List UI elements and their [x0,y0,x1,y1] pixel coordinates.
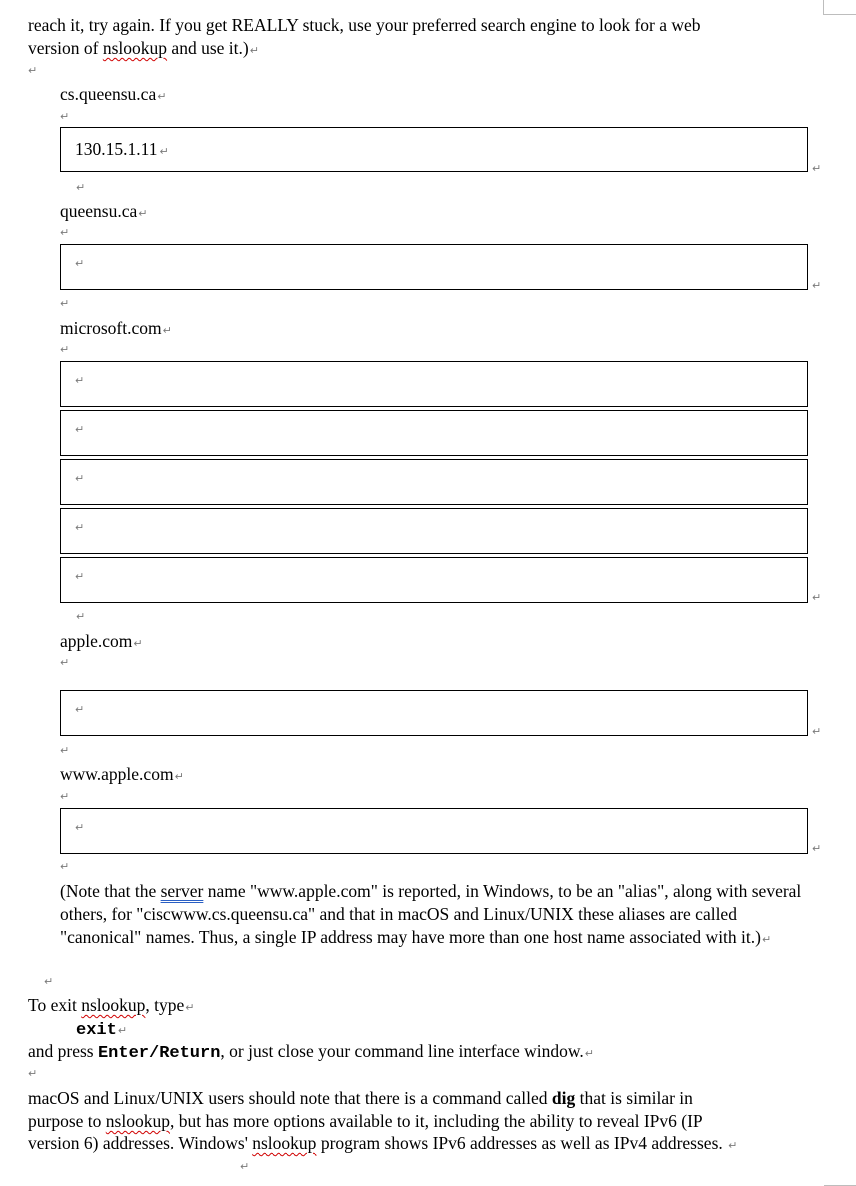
enter-return-keys: Enter/Return [97,1044,221,1063]
answer-box-microsoft-1[interactable] [60,361,808,407]
row-end-mark: ↵ [812,842,822,855]
paragraph-mark: ↵ [60,343,70,356]
empty-cell-mark: ↵ [75,821,85,834]
paragraph-mark: ↵ [60,110,70,123]
paragraph-mark: ↵ [60,860,70,873]
query-label-queensu: queensu.ca↵ [60,201,148,221]
paragraph-mark: ↵ [60,226,70,239]
row-end-mark: ↵ [812,725,822,738]
empty-cell-mark: ↵ [75,423,85,436]
query-label-cs-queensu: cs.queensu.ca↵ [60,84,167,104]
query-label-apple: apple.com↵ [60,631,143,651]
spell-flag-nslookup: nslookup [102,38,168,58]
row-end-mark: ↵ [812,279,822,292]
empty-cell-mark: ↵ [75,570,85,583]
dig-command: dig [551,1088,576,1108]
empty-cell-mark: ↵ [75,374,85,387]
spell-flag-nslookup: nslookup [252,1133,317,1153]
answer-box-www-apple-1[interactable] [60,808,808,854]
row-end-mark: ↵ [812,162,822,175]
paragraph-mark: ↵ [28,64,38,77]
row-end-mark: ↵ [812,591,822,604]
answer-box-cs-queensu-1[interactable] [60,127,808,172]
answer-box-apple-1[interactable] [60,690,808,736]
spell-flag-nslookup: nslookup [105,1111,170,1131]
answer-box-microsoft-5[interactable] [60,557,808,603]
answer-box-queensu-1[interactable] [60,244,808,290]
answer-box-microsoft-4[interactable] [60,508,808,554]
intro-line-2: version of nslookup and use it.)↵ [28,38,259,58]
dig-line-2: purpose to nslookup, but has more options available to it, including the ability to reveal IPv6 (IP [28,1111,703,1131]
exit-instruction-line: To exit nslookup, type↵ [28,995,195,1015]
answer-text: 130.15.1.11 ↵ [75,139,169,159]
paragraph-mark: ↵ [76,181,86,194]
answer-box-microsoft-2[interactable] [60,410,808,456]
paragraph-mark: ↵ [28,1067,38,1080]
paragraph-mark: ↵ [76,610,86,623]
query-label-microsoft: microsoft.com↵ [60,318,172,338]
paragraph-mark: ↵ [60,656,70,669]
empty-cell-mark: ↵ [75,257,85,270]
dig-line-3: version 6) addresses. Windows' nslookup program shows IPv6 addresses as well as IPv4 addresses. ↵ [28,1133,738,1153]
query-label-www-apple: www.apple.com↵ [60,764,184,784]
dig-line-1: macOS and Linux/UNIX users should note that there is a command called dig that is similar in [28,1088,693,1108]
note-paragraph: (Note that the server name "www.apple.com" is reported, in Windows, to be an "alias", along with several others, for "ciscwww.cs.queensu.ca" and that in macOS and Linux/UNIX these aliases are called "canonical" names. Thus, a single IP address may have more than one host name associated with it.)↵ [60,881,802,947]
spell-flag-nslookup: nslookup [81,995,146,1015]
paragraph-mark: ↵ [60,744,70,757]
empty-cell-mark: ↵ [75,703,85,716]
answer-box-microsoft-3[interactable] [60,459,808,505]
empty-cell-mark: ↵ [75,472,85,485]
empty-cell-mark: ↵ [75,521,85,534]
intro-line-1: reach it, try again. If you get REALLY stuck, use your preferred search engine to look for a web [28,15,701,35]
exit-press-line: and press Enter/Return, or just close your command line interface window.↵ [28,1041,594,1063]
page-corner-top-right [823,0,856,15]
paragraph-mark: ↵ [60,297,70,310]
paragraph-mark: ↵ [44,975,54,988]
paragraph-mark: ↵ [60,790,70,803]
paragraph-mark: ↵ [240,1160,250,1173]
exit-command: exit↵ [76,1021,128,1040]
grammar-flag-server: server [160,881,204,901]
